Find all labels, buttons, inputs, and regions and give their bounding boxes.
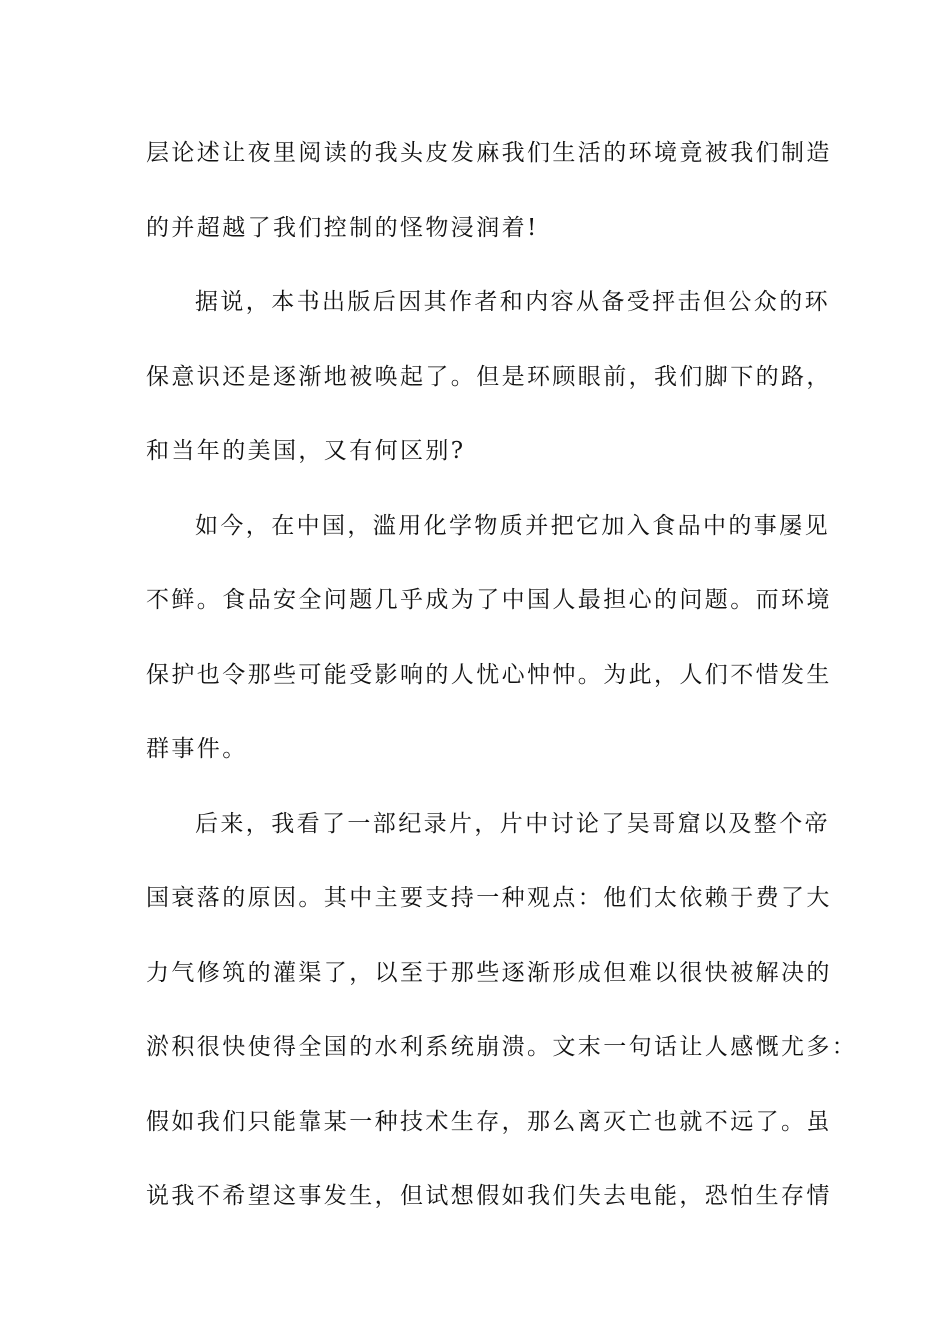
paragraph-start-line: 后来，我看了一部纪录片，片中讨论了吴哥窟以及整个帝 [195, 810, 830, 837]
text-line: 层论述让夜里阅读的我头皮发麻我们生活的环境竟被我们制造 [146, 140, 832, 166]
text-line: 力气修筑的灌渠了，以至于那些逐渐形成但难以很快被解决的 [146, 959, 832, 986]
text-line: 保意识还是逐渐地被唤起了。但是环顾眼前，我们脚下的路， [146, 363, 832, 390]
text-line: 假如我们只能靠某一种技术生存，那么离灭亡也就不远了。虽 [146, 1108, 832, 1135]
text-line: 不鲜。食品安全问题几乎成为了中国人最担心的问题。而环境 [146, 587, 832, 613]
text-line: 说我不希望这事发生，但试想假如我们失去电能，恐怕生存情 [146, 1183, 832, 1209]
text-line: 和当年的美国，又有何区别? [146, 438, 466, 464]
text-line: 的并超越了我们控制的怪物浸润着! [146, 214, 539, 241]
paragraph-start-line: 据说，本书出版后因其作者和内容从备受抨击但公众的环 [195, 289, 830, 315]
text-line: 淤积很快使得全国的水利系统崩溃。文末一句话让人感慨尤多： [146, 1034, 858, 1060]
text-line: 国衰落的原因。其中主要支持一种观点：他们太依赖于费了大 [146, 885, 832, 911]
text-line: 群事件。 [146, 736, 248, 762]
paragraph-start-line: 如今，在中国，滥用化学物质并把它加入食品中的事屡见 [195, 512, 830, 539]
text-line: 保护也令那些可能受影响的人忧心忡忡。为此，人们不惜发生 [146, 661, 832, 688]
body-text [146, 125, 858, 1243]
